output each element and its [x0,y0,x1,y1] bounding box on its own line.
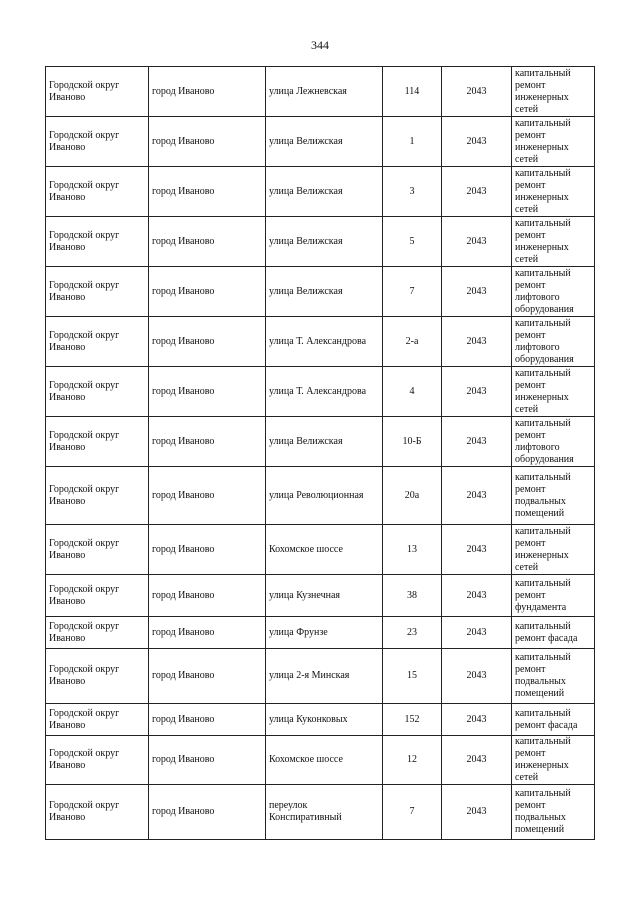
house-number-cell: 1 [383,117,442,167]
house-number-cell: 7 [383,785,442,840]
work-type-cell: капитальный ремонт фасада [512,704,595,736]
settlement-cell: город Иваново [149,267,266,317]
settlement-cell: город Иваново [149,575,266,617]
house-number-cell: 2-а [383,317,442,367]
table-row [46,267,595,317]
table-row [46,367,595,417]
work-type-cell: капитальный ремонт инженерных сетей [512,117,595,167]
table-row [46,117,595,167]
work-type-cell: капитальный ремонт инженерных сетей [512,367,595,417]
settlement-cell: город Иваново [149,617,266,649]
work-type-cell: капитальный ремонт инженерных сетей [512,167,595,217]
table-body [46,67,595,840]
municipality-cell: Городской округ Иваново [46,617,149,649]
house-number-cell: 23 [383,617,442,649]
house-number-cell: 12 [383,736,442,785]
year-cell: 2043 [442,575,512,617]
work-type-cell: капитальный ремонт лифтового оборудования [512,317,595,367]
year-cell: 2043 [442,367,512,417]
year-cell: 2043 [442,217,512,267]
municipality-cell: Городской округ Иваново [46,217,149,267]
repair-schedule-table [45,66,595,840]
work-type-cell: капитальный ремонт инженерных сетей [512,67,595,117]
settlement-cell: город Иваново [149,704,266,736]
year-cell: 2043 [442,736,512,785]
work-type-cell: капитальный ремонт подвальных помещений [512,785,595,840]
municipality-cell: Городской округ Иваново [46,525,149,575]
year-cell: 2043 [442,704,512,736]
settlement-cell: город Иваново [149,525,266,575]
settlement-cell: город Иваново [149,649,266,704]
house-number-cell: 152 [383,704,442,736]
page-number: 344 [311,38,329,52]
settlement-cell: город Иваново [149,67,266,117]
municipality-cell: Городской округ Иваново [46,317,149,367]
street-cell: улица Велижская [266,417,383,467]
settlement-cell: город Иваново [149,467,266,525]
work-type-cell: капитальный ремонт инженерных сетей [512,525,595,575]
street-cell: улица 2-я Минская [266,649,383,704]
table-row [46,67,595,117]
work-type-cell: капитальный ремонт подвальных помещений [512,649,595,704]
year-cell: 2043 [442,785,512,840]
house-number-cell: 4 [383,367,442,417]
municipality-cell: Городской округ Иваново [46,417,149,467]
street-cell: улица Велижская [266,217,383,267]
house-number-cell: 15 [383,649,442,704]
street-cell: улица Фрунзе [266,617,383,649]
year-cell: 2043 [442,67,512,117]
street-cell: улица Велижская [266,117,383,167]
house-number-cell: 10-Б [383,417,442,467]
municipality-cell: Городской округ Иваново [46,736,149,785]
house-number-cell: 13 [383,525,442,575]
street-cell: Кохомское шоссе [266,525,383,575]
street-cell: улица Велижская [266,167,383,217]
municipality-cell: Городской округ Иваново [46,704,149,736]
table-row [46,467,595,525]
settlement-cell: город Иваново [149,317,266,367]
settlement-cell: город Иваново [149,417,266,467]
year-cell: 2043 [442,417,512,467]
work-type-cell: капитальный ремонт лифтового оборудования [512,417,595,467]
table-row [46,704,595,736]
table-row [46,785,595,840]
municipality-cell: Городской округ Иваново [46,575,149,617]
municipality-cell: Городской округ Иваново [46,167,149,217]
table-row [46,167,595,217]
street-cell: улица Кузнечная [266,575,383,617]
house-number-cell: 7 [383,267,442,317]
street-cell: улица Т. Александрова [266,317,383,367]
street-cell: улица Куконковых [266,704,383,736]
settlement-cell: город Иваново [149,367,266,417]
year-cell: 2043 [442,167,512,217]
house-number-cell: 3 [383,167,442,217]
house-number-cell: 5 [383,217,442,267]
settlement-cell: город Иваново [149,167,266,217]
work-type-cell: капитальный ремонт инженерных сетей [512,217,595,267]
table-row [46,417,595,467]
street-cell: улица Лежневская [266,67,383,117]
year-cell: 2043 [442,467,512,525]
table-row [46,736,595,785]
work-type-cell: капитальный ремонт фундамента [512,575,595,617]
street-cell: улица Т. Александрова [266,367,383,417]
municipality-cell: Городской округ Иваново [46,649,149,704]
year-cell: 2043 [442,317,512,367]
table-row [46,575,595,617]
year-cell: 2043 [442,117,512,167]
table-row [46,617,595,649]
house-number-cell: 114 [383,67,442,117]
house-number-cell: 20а [383,467,442,525]
settlement-cell: город Иваново [149,785,266,840]
street-cell: переулок Конспиративный [266,785,383,840]
table-row [46,217,595,267]
municipality-cell: Городской округ Иваново [46,117,149,167]
year-cell: 2043 [442,267,512,317]
street-cell: улица Велижская [266,267,383,317]
municipality-cell: Городской округ Иваново [46,785,149,840]
municipality-cell: Городской округ Иваново [46,267,149,317]
work-type-cell: капитальный ремонт подвальных помещений [512,467,595,525]
settlement-cell: город Иваново [149,736,266,785]
work-type-cell: капитальный ремонт инженерных сетей [512,736,595,785]
year-cell: 2043 [442,525,512,575]
settlement-cell: город Иваново [149,117,266,167]
year-cell: 2043 [442,617,512,649]
work-type-cell: капитальный ремонт фасада [512,617,595,649]
table-row [46,317,595,367]
settlement-cell: город Иваново [149,217,266,267]
municipality-cell: Городской округ Иваново [46,67,149,117]
street-cell: улица Революционная [266,467,383,525]
table-row [46,649,595,704]
street-cell: Кохомское шоссе [266,736,383,785]
table-row [46,525,595,575]
house-number-cell: 38 [383,575,442,617]
year-cell: 2043 [442,649,512,704]
work-type-cell: капитальный ремонт лифтового оборудования [512,267,595,317]
municipality-cell: Городской округ Иваново [46,467,149,525]
municipality-cell: Городской округ Иваново [46,367,149,417]
